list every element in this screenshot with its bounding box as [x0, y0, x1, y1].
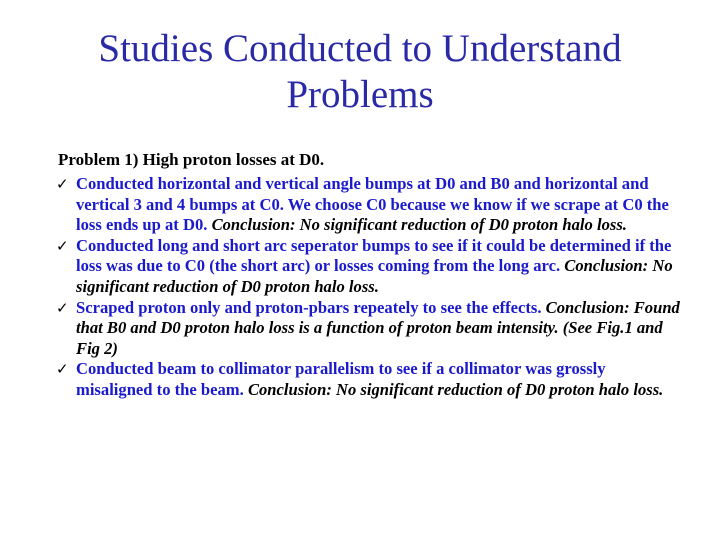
slide-title: Studies Conducted to Understand Problems: [98, 27, 622, 116]
bullet-text: Conducted beam to collimator parallelism to see if a collimator was grossly misaligned to the beam.: [76, 359, 606, 399]
bullet-text: Conducted horizontal and vertical angle bumps at D0 and B0 and horizontal and vertical 3 and 4 bumps at C0. We choose C0 because we know if we scrape at C0 the loss ends up at D0.: [76, 174, 669, 235]
bullet-conclusion: Conclusion: No significant reduction of D0 proton halo loss.: [247, 379, 664, 399]
bullet-conclusion: Conclusion: No significant reduction of D0 proton halo loss.: [211, 215, 627, 235]
bullet-conclusion: Conclusion: Found that B0 and D0 proton halo loss is a function of proton beam intensity. (See Fig.1 and Fig 2): [76, 297, 680, 358]
problem-heading: Problem 1) High proton losses at D0.: [58, 150, 325, 169]
bullet-list: [56, 174, 686, 401]
checkmark-icon: ✓: [56, 360, 69, 379]
bullet-item: [56, 359, 686, 400]
checkmark-icon: ✓: [56, 175, 69, 193]
bullet-conclusion: Conclusion: No significant reduction of D0 proton halo loss.: [76, 256, 673, 296]
bullet-text: Scraped proton only and proton-pbars repeately to see the effects.: [76, 297, 546, 317]
checkmark-icon: ✓: [56, 298, 69, 317]
bullet-item: [56, 174, 686, 236]
bullet-item: [56, 236, 686, 298]
bullet-item: [56, 298, 686, 360]
bullet-text: Conducted long and short arc seperator bumps to see if it could be determined if the loss was due to C0 (the short arc) or losses coming from the long arc.: [76, 235, 672, 276]
checkmark-icon: ✓: [56, 236, 69, 255]
